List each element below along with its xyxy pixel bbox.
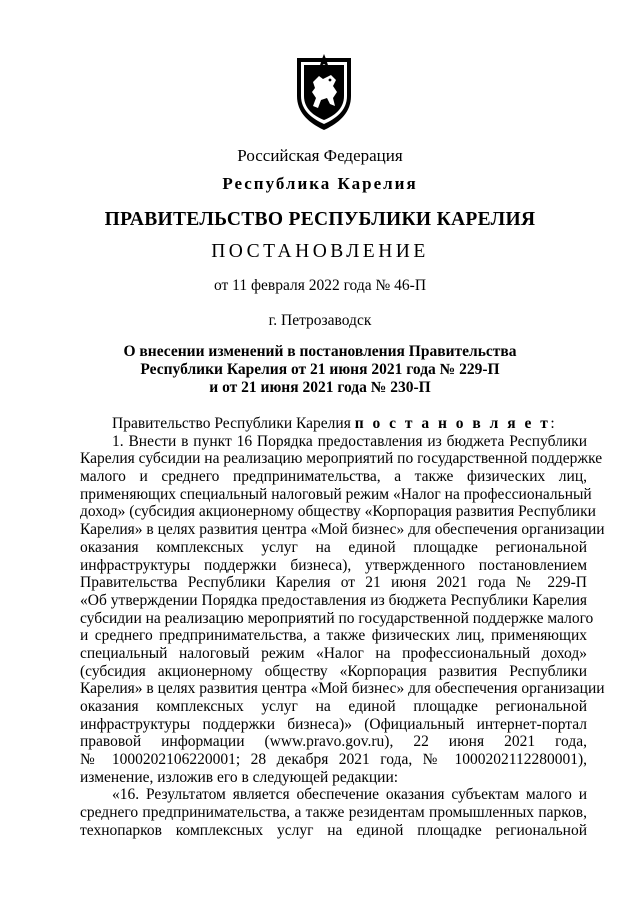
body-line: «16. Результатом является обеспечение оказания субъектам малого и bbox=[112, 786, 587, 804]
body-line: 1. Внести в пункт 16 Порядка предоставления из бюджета Республики bbox=[112, 432, 587, 450]
government-name: ПРАВИТЕЛЬСТВО РЕСПУБЛИКИ КАРЕЛИЯ bbox=[104, 209, 536, 230]
body-line: № 1000202106220001; 28 декабря 2021 года, № 1000202112280001), bbox=[80, 751, 587, 769]
body-line: и среднего предпринимательства, а также физических лиц, применяющих bbox=[80, 627, 587, 645]
body-line: Карелия» в целях развития центра «Мой бизнес» для обеспечения организации bbox=[80, 521, 605, 539]
body-line: правовой информации (www.pravo.gov.ru), 22 июня 2021 года, bbox=[80, 733, 587, 751]
preamble: Правительство Республики Карелия п о с т а н о в л я е т: bbox=[112, 415, 555, 432]
body-line: Карелия субсидии на реализацию мероприятий по государственной поддержке bbox=[80, 450, 603, 468]
document-type: ПОСТАНОВЛЕНИЕ bbox=[211, 241, 429, 262]
body-line: инфраструктуры поддержки бизнеса)» (Официальный интернет-портал bbox=[80, 715, 587, 733]
body-line: применяющих специальный налоговый режим «Налог на профессиональный bbox=[80, 485, 592, 503]
country-name: Российская Федерация bbox=[237, 146, 403, 165]
body-line: малого и среднего предпринимательства, а также физических лиц, bbox=[80, 468, 587, 486]
karelia-coat-of-arms-icon bbox=[293, 52, 355, 132]
body-line: Карелия» в целях развития центра «Мой бизнес» для обеспечения организации bbox=[80, 680, 605, 698]
city: г. Петрозаводск bbox=[268, 312, 372, 329]
body-line: «Об утверждении Порядка предоставления из бюджета Республики Карелия bbox=[80, 591, 587, 609]
title-line: и от 21 июня 2021 года № 230-П bbox=[209, 379, 431, 396]
body-line: оказания комплексных услуг на единой площадке региональной bbox=[80, 538, 587, 556]
body-line: оказания комплексных услуг на единой площадке региональной bbox=[80, 698, 587, 715]
body-line: (субсидия акционерному обществу «Корпорация развития Республики bbox=[80, 662, 587, 680]
preamble-verb: п о с т а н о в л я е т bbox=[354, 415, 551, 432]
body-line: среднего предпринимательства, а также резидентам промышленных парков, bbox=[80, 804, 587, 822]
body-line: инфраструктуры поддержки бизнеса), утвержденного постановлением bbox=[80, 556, 587, 574]
body-line: специальный налоговый режим «Налог на профессиональный доход» bbox=[80, 644, 587, 662]
date-and-number: от 11 февраля 2022 года № 46-П bbox=[213, 277, 427, 294]
body-line: доход» (субсидия акционерному обществу «Корпорация развития Республики bbox=[80, 503, 596, 521]
title-line: Республики Карелия от 21 июня 2021 года № 229-П bbox=[140, 361, 500, 378]
body-line: субсидии на реализацию мероприятий по государственной поддержке малого bbox=[80, 609, 594, 627]
republic-name: Республика Карелия bbox=[222, 174, 418, 193]
body-line: изменение, изложив его в следующей редакции: bbox=[80, 768, 399, 786]
title-line: О внесении изменений в постановления Правительства bbox=[123, 343, 517, 360]
document-title bbox=[0, 343, 640, 397]
document-body bbox=[80, 415, 605, 840]
body-line: Правительства Республики Карелия от 21 июня 2021 года № 229-П bbox=[80, 574, 587, 592]
body-line: технопарков комплексных услуг на единой площадке региональной bbox=[80, 821, 587, 839]
